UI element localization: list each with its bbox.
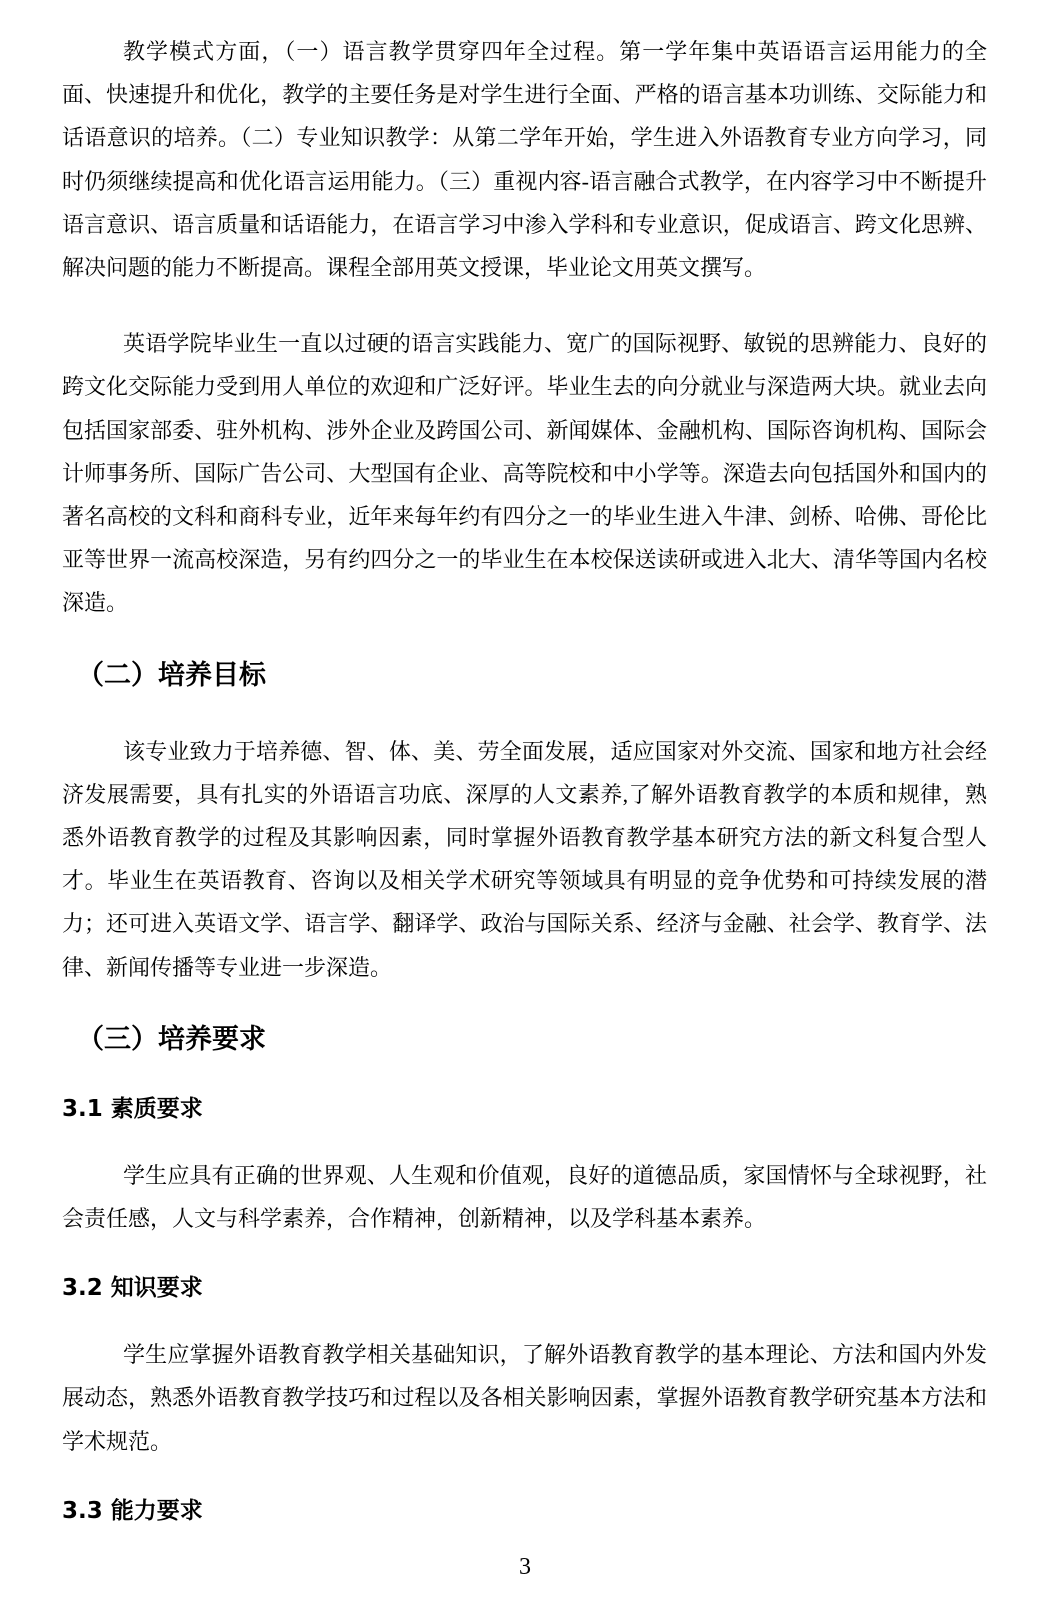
subheading-quality-requirements: 3.1 素质要求 (62, 1095, 203, 1122)
para-quality-requirements: 学生应具有正确的世界观、人生观和价值观，良好的道德品质，家国情怀与全球视野，社会责任感，人文与科学素养，合作精神，创新精神，以及学科基本素养。 (62, 1162, 987, 1232)
para-knowledge-requirements: 学生应掌握外语教育教学相关基础知识，了解外语教育教学的基本理论、方法和国内外发展动态，熟悉外语教育教学技巧和过程以及各相关影响因素，掌握外语教育教学研究基本方法和学术规范。 (62, 1342, 987, 1454)
subheading-knowledge-requirements: 3.2 知识要求 (62, 1275, 203, 1302)
page-number: 3 (519, 1554, 531, 1580)
para-training-objectives: 该专业致力于培养德、智、体、美、劳全面发展，适应国家对外交流、国家和地方社会经济发展需要，具有扎实的外语语言功底、深厚的人文素养,了解外语教育教学的本质和规律，熟悉外语教育教学的过程及其影响因素，同时掌握外语教育教学基本研究方法的新文科复合型人才。毕业生在英语教育、咨询以及相关学术研究等领域具有明显的竞争优势和可持续发展的潜力；还可进入英语文学、语言学、翻译学、政治与国际关系、经济与金融、社会学、教育学、法律、新闻传播等专业进一步深造。 (62, 738, 987, 980)
para-graduates-outcomes: 英语学院毕业生一直以过硬的语言实践能力、宽广的国际视野、敏锐的思辨能力、良好的跨文化交际能力受到用人单位的欢迎和广泛好评。毕业生去的向分就业与深造两大块。就业去向包括国家部委、驻外机构、涉外企业及跨国公司、新闻媒体、金融机构、国际咨询机构、国际会计师事务所、国际广告公司、大型国有企业、高等院校和中小学等。深造去向包括国外和国内的著名高校的文科和商科专业，近年来每年约有四分之一的毕业生进入牛津、剑桥、哈佛、哥伦比亚等世界一流高校深造，另有约四分之一的毕业生在本校保送读研或进入北大、清华等国内名校深造。 (62, 331, 987, 616)
subheading-ability-requirements: 3.3 能力要求 (62, 1497, 203, 1524)
section-heading-training-objectives: （二）培养目标 (77, 659, 266, 691)
section-heading-training-requirements: （三）培养要求 (77, 1023, 266, 1055)
para-teaching-mode: 教学模式方面，（一）语言教学贯穿四年全过程。第一学年集中英语语言运用能力的全面、快速提升和优化，教学的主要任务是对学生进行全面、严格的语言基本功训练、交际能力和话语意识的培养。（二）专业知识教学：从第二学年开始，学生进入外语教育专业方向学习，同时仍须继续提高和优化语言运用能力。（三）重视内容-语言融合式教学，在内容学习中不断提升语言意识、语言质量和话语能力，在语言学习中渗入学科和专业意识，促成语言、跨文化思辨、解决问题的能力不断提高。课程全部用英文授课，毕业论文用英文撰写。 (62, 39, 987, 281)
